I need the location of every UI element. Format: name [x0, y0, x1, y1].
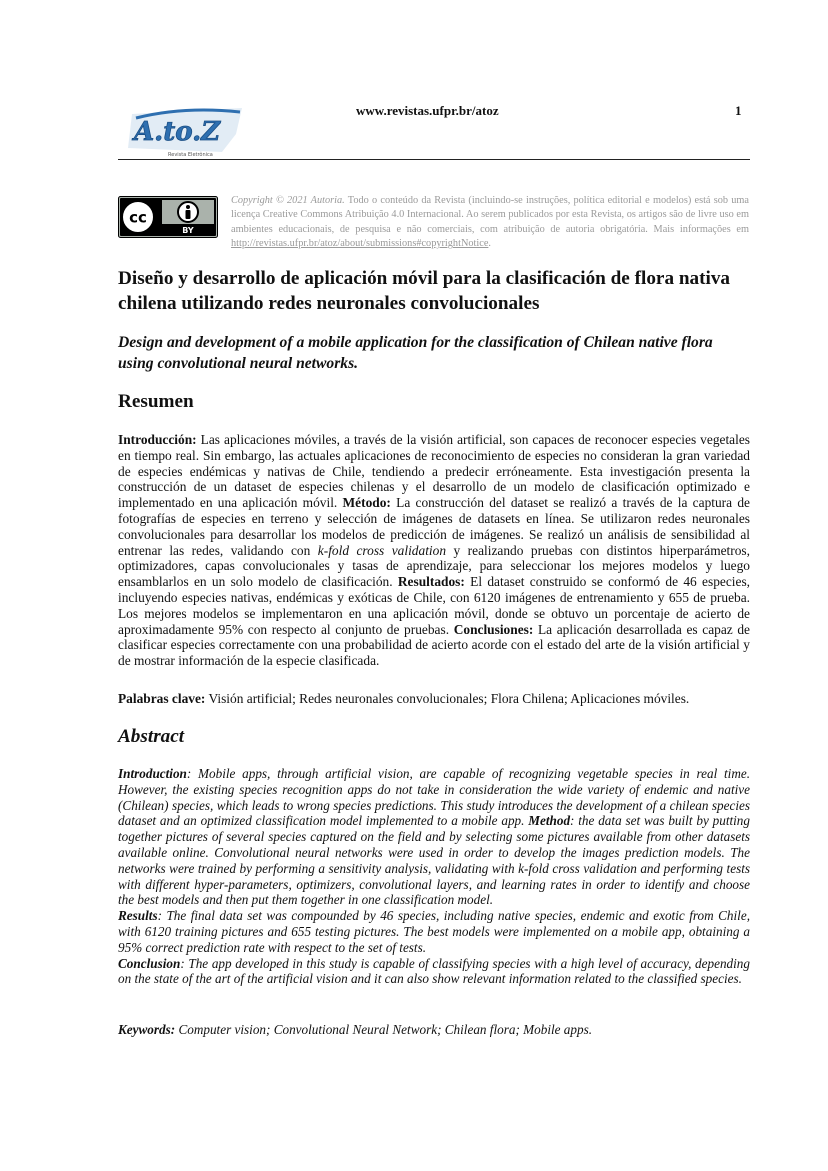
- svg-text:Revista Eletrônica: Revista Eletrônica: [168, 152, 213, 158]
- title-spanish: Diseño y desarrollo de aplicación móvil para la clasificación de flora nativa chilena utilizando redes neuronales convolucionales: [118, 268, 731, 314]
- page-number: 1: [735, 103, 742, 118]
- resumen-conclusions-label: Conclusiones:: [453, 621, 534, 637]
- resumen-method-label: Método:: [342, 495, 391, 511]
- abstract-intro-text: : Mobile apps, through artificial vision, are capable of recognizing vegetable species in real time. However, the existing species recognition apps do not take in consideration the wide variety of endemic and native (Chilean) species, which leads to wrong species predictions. This study introduces the development of a chilean species dataset and an optimized classification model implemented to a mobile app.: [118, 766, 750, 829]
- svg-text:BY: BY: [182, 226, 194, 235]
- keywords: [118, 1022, 750, 1038]
- abstract-results-text: : The final data set was compounded by 46 species, including native species, endemic and exotic from Chile, with 6120 training pictures and 655 testing pictures. The best models were implemented on a mobile app, obtaining a 95% correct prediction rate with respect to the set of tests.: [118, 908, 750, 955]
- resumen-method-italic: k-fold cross validation: [317, 542, 447, 558]
- cc-by-license-badge[interactable]: [118, 196, 218, 238]
- license-text: Todo o conteúdo da Revista (incluindo-se instruções, política editorial e modelos) está sob uma licença Creative Commons Atribuição 4.0 Internacional. Ao serem publicados por esta Revista, os artigos são de livre uso em ambientes educacionais, de pesquisa e não comerciais, com atribuição de autoria obrigatória. Mais informações em: [231, 195, 749, 235]
- abstract-intro-method: [118, 766, 750, 908]
- abstract-conclusion: [118, 956, 750, 988]
- resumen-results-label: Resultados:: [397, 574, 465, 590]
- keywords-label: Keywords:: [118, 1022, 176, 1037]
- journal-url[interactable]: www.revistas.ufpr.br/atoz: [356, 103, 499, 118]
- resumen-intro-text: Las aplicaciones móviles, a través de la visión artificial, son capaces de reconocer especies vegetales en tiempo real. Sin embargo, las actuales aplicaciones de reconocimiento de especies no consideran la gran variedad de especies endémicas y nativas de Chile, tendiendo a predecir erróneamente. Esta investigación presenta la construcción de un dataset de especies chilenas y el desarrollo de un modelo de clasificación optimizado e implementado en una aplicación móvil.: [118, 432, 750, 511]
- keywords-text: Computer vision; Convolutional Neural Network; Chilean flora; Mobile apps.: [175, 1022, 593, 1037]
- journal-logo: [124, 104, 250, 160]
- abstract-results-label: Results: [118, 908, 158, 924]
- license-notice: [231, 194, 749, 252]
- svg-text:A.to.Z: A.to.Z: [134, 117, 221, 147]
- abstract-intro-label: Introduction: [118, 766, 187, 781]
- svg-text:cc: cc: [129, 208, 147, 227]
- resumen-intro-label: Introducción:: [118, 432, 197, 447]
- resumen-method-text-a: La construcción del dataset se realizó a través de la captura de fotografías de especies en terreno y selección de imágenes de datasets en línea. Se utilizaron redes neuronales convolucionales para desarrollar los modelos de predicción de imágenes. Se realizó un análisis de sensibilidad al entrenar las redes, validando con: [118, 495, 750, 558]
- abstract-conclusion-text: : The app developed in this study is capable of classifying species with a high level of accuracy, depending on the state of the art of the artificial vision and it can also show relevant information related to the classified species.: [118, 955, 750, 987]
- resumen-heading: Resumen: [118, 391, 194, 412]
- palabras-clave: [118, 691, 750, 707]
- abstract-results: [118, 908, 750, 955]
- abstract-body: [118, 766, 750, 987]
- abstract-method-text: : the data set was built by putting together pictures of several species captured on the field and by selecting some pictures available from other datasets available online. Convolutional neural networks were used in order to develop the images prediction models. The networks were trained by performing a sensitivity analysis, validating with k-fold cross validation and performing tests with different hyper-parameters, optimizers, convolutional layers, and learning rates in order to identify and choose the best models and then put them together in one classification model.: [118, 813, 750, 908]
- palabras-clave-text: Visión artificial; Redes neuronales convolucionales; Flora Chilena; Aplicaciones móviles.: [205, 691, 690, 706]
- abstract-conclusion-label: Conclusion: [118, 955, 181, 971]
- abstract-method-label: Method: [528, 813, 571, 829]
- palabras-clave-label: Palabras clave:: [118, 691, 206, 706]
- header-rule: [118, 159, 750, 160]
- abstract-heading: Abstract: [118, 726, 185, 747]
- resumen-conclusions-text: La aplicación desarrollada es capaz de clasificar especies correctamente con una probabilidad de acierto acorde con el estado del arte de la visión artificial y de mostrar información de la especie clasificada.: [118, 621, 751, 669]
- resumen-method-text-b: y realizando pruebas con distintos hiperparámetros, optimizadores, capas convolucionales y tasas de aprendizaje, para seleccionar los mejores modelos y luego ensamblarlos en un solo modelo de clasificación.: [118, 542, 750, 590]
- title-english: Design and development of a mobile application for the classification of Chilean native flora using convolutional neural networks.: [118, 334, 713, 372]
- resumen-body: [118, 432, 750, 669]
- license-end: .: [488, 238, 491, 250]
- resumen-results-text: El dataset construido se conformó de 46 especies, incluyendo especies nativas, endémicas y exóticas de Chile, con 6120 imágenes de entrenamiento y 655 de prueba. Los mejores modelos se implementaron en una aplicación móvil, donde se obtuvo un porcentaje de acierto de aproximadamente 95% con respecto al conjunto de pruebas.: [118, 574, 751, 637]
- copyright-line: Copyright © 2021 Autoria.: [231, 195, 345, 206]
- copyright-notice-link[interactable]: http://revistas.ufpr.br/atoz/about/submissions#copyrightNotice: [231, 238, 489, 250]
